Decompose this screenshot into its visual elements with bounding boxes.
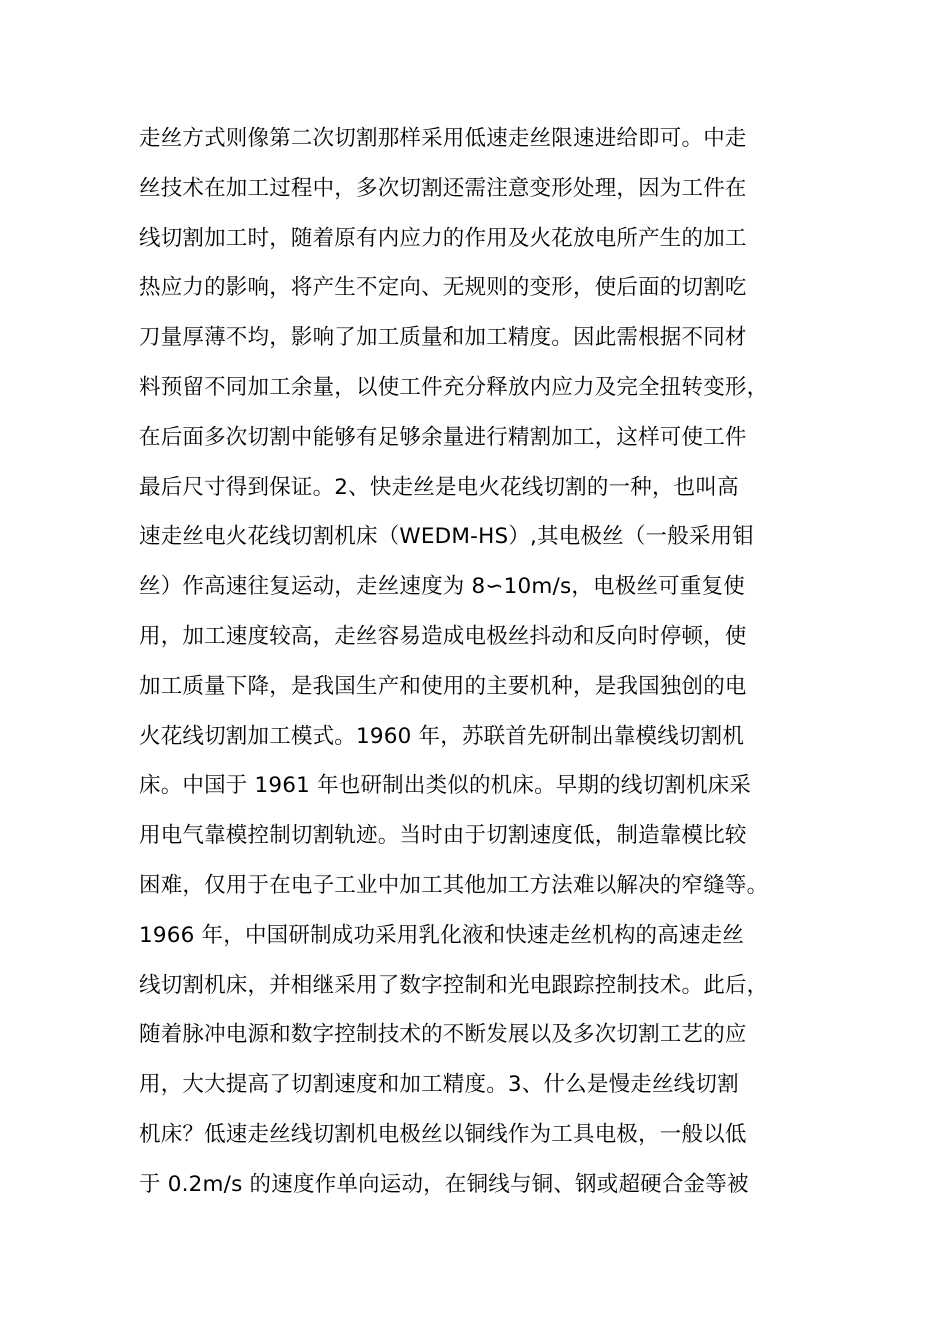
text-line: 机床？低速走丝线切割机电极丝以铜线作为工具电极，一般以低 — [139, 1121, 747, 1147]
text-line: 最后尺寸得到保证。2、快走丝是电火花线切割的一种，也叫高 — [139, 474, 739, 500]
text-line: 在后面多次切割中能够有足够余量进行精割加工，这样可使工件 — [139, 424, 747, 450]
body-text — [139, 114, 819, 1210]
text-line: 加工质量下降，是我国生产和使用的主要机种，是我国独创的电 — [139, 673, 747, 699]
text-line: 床。中国于 1961 年也研制出类似的机床。早期的线切割机床采 — [139, 773, 752, 799]
text-line: 火花线切割加工模式。1960 年，苏联首先研制出靠模线切割机 — [139, 723, 745, 749]
text-line: 线切割加工时，随着原有内应力的作用及火花放电所产生的加工 — [139, 225, 747, 251]
text-line: 用电气靠模控制切割轨迹。当时由于切割速度低，制造靠模比较 — [139, 823, 747, 849]
text-line: 走丝方式则像第二次切割那样采用低速走丝限速进给即可。中走 — [139, 126, 747, 151]
text-line: 线切割机床，并相继采用了数字控制和光电跟踪控制技术。此后， — [139, 972, 769, 998]
text-line: 刀量厚薄不均，影响了加工质量和加工精度。因此需根据不同材 — [139, 325, 747, 351]
text-line: 于 0.2m/s 的速度作单向运动，在铜线与铜、钢或超硬合金等被 — [139, 1171, 749, 1197]
text-line: 随着脉冲电源和数字控制技术的不断发展以及多次切割工艺的应 — [139, 1022, 747, 1048]
text-line: 困难，仅用于在电子工业中加工其他加工方法难以解决的窄缝等。 — [139, 872, 769, 898]
text-line: 1966 年，中国研制成功采用乳化液和快速走丝机构的高速走丝 — [139, 922, 745, 948]
text-line: 用，加工速度较高，走丝容易造成电极丝抖动和反向时停顿，使 — [139, 623, 747, 649]
text-line: 丝）作高速往复运动，走丝速度为 8∽10m/s，电极丝可重复使 — [139, 574, 745, 600]
text-line: 热应力的影响，将产生不定向、无规则的变形，使后面的切割吃 — [139, 275, 747, 301]
text-line: 丝技术在加工过程中，多次切割还需注意变形处理，因为工件在 — [139, 175, 747, 201]
text-line: 速走丝电火花线切割机床（WEDM-HS）,其电极丝（一般采用钼 — [139, 524, 755, 550]
text-line: 料预留不同加工余量，以使工件充分释放内应力及完全扭转变形， — [139, 374, 769, 400]
text-line: 用，大大提高了切割速度和加工精度。3、什么是慢走丝线切割 — [139, 1072, 739, 1098]
